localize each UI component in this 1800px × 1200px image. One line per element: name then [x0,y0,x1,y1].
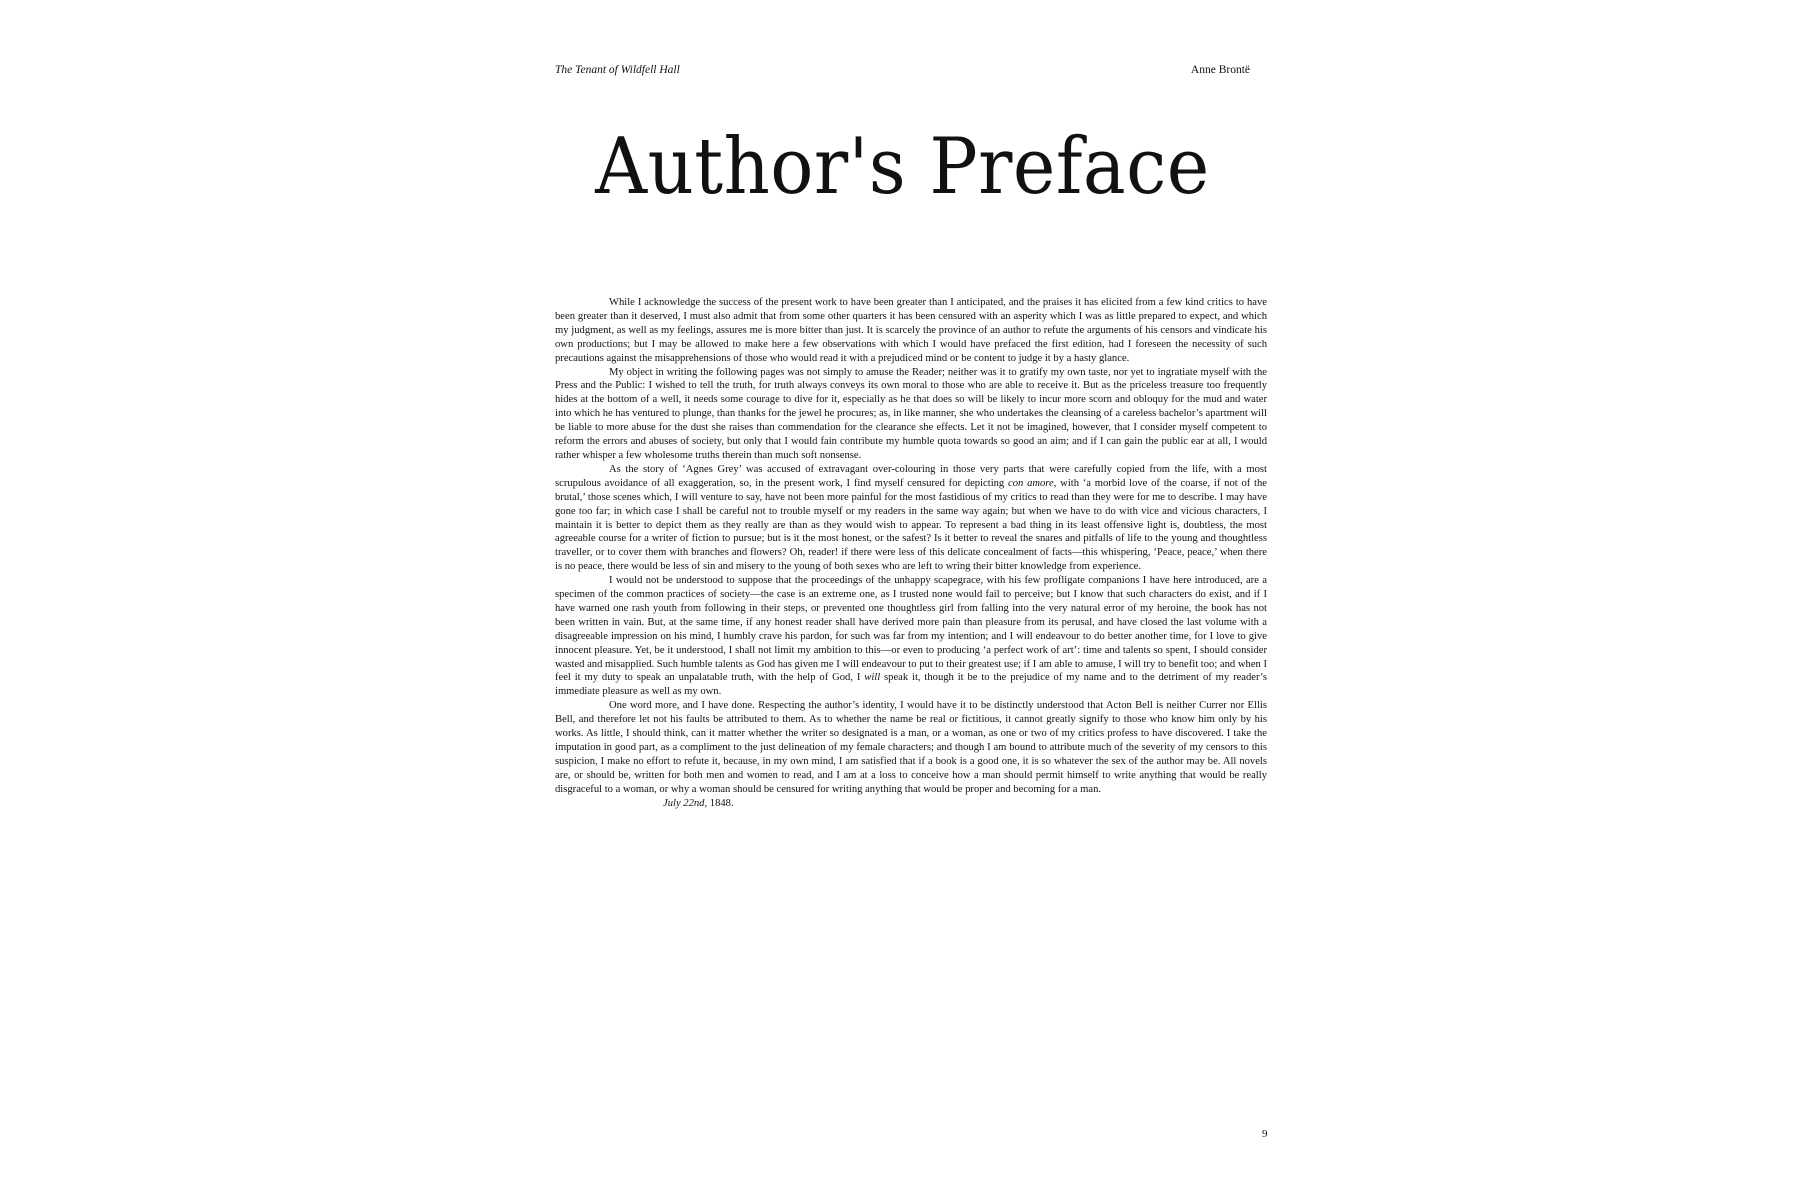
running-header [555,64,1250,76]
paragraph: My object in writing the following pages was not simply to amuse the Reader; neither was it to gratify my own taste, nor yet to ingratiate myself with the Press and the Public: I wished to tell the truth, for truth always conveys its own moral to those who are able to receive it. But as the priceless treasure too frequently hides at the bottom of a well, it needs some courage to dive for it, especially as he that does so will be likely to incur more scorn and obloquy for the mud and water into which he has ventured to plunge, than thanks for the jewel he procures; as, in like manner, she who undertakes the cleansing of a careless bachelor’s apartment will be liable to more abuse for the dust she raises than commendation for the clearance she effects. Let it not be imagined, however, that I consider myself competent to reform the errors and abuses of society, but only that I would fain contribute my humble quota towards so good an aim; and if I can gain the public ear at all, I would rather whisper a few wholesome truths therein than much soft nonsense. [555,366,1267,461]
paragraph: While I acknowledge the success of the present work to have been greater than I anticipated, and the praises it has elicited from a few kind critics to have been greater than it deserved, I must also admit that from some other quarters it has been censured with an asperity which I was as little prepared to expect, and which my judgment, as well as my feelings, assures me is more bitter than just. It is scarcely the province of an author to refute the arguments of his censors and vindicate his own productions; but I may be allowed to make here a few observations with which I would have prefaced the first edition, had I foreseen the necessity of such precautions against the misapprehensions of those who would read it with a prejudiced mind or be content to judge it by a hasty glance. [555,297,1267,364]
paragraph: One word more, and I have done. Respecting the author’s identity, I would have it to be distinctly understood that Acton Bell is neither Currer nor Ellis Bell, and therefore let not his faults be attributed to them. As to whether the name be real or fictitious, it cannot greatly signify to those who know him only by his works. As little, I should think, can it matter whether the writer so designated is a man, or a woman, as one or two of my critics profess to have discovered. I take the imputation in good part, as a compliment to the just delineation of my female characters; and though I am bound to attribute much of the severity of my censors to this suspicion, I make no effort to refute it, because, in my own mind, I am satisfied that if a book is a good one, it is so whatever the sex of the author may be. All novels are, or should be, written for both men and women to read, and I am at a loss to conceive how a man should permit himself to write anything that would be really disgraceful to a woman, or why a woman should be censured for writing anything that would be proper and becoming for a man. [555,700,1267,795]
author-name: Anne Brontë [1190,64,1250,76]
preface-body [555,296,1267,811]
paragraph: As the story of ‘Agnes Grey’ was accused of extravagant over-colouring in those very parts that were carefully copied from the life, with a most scrupulous avoidance of all exaggeration, so, in the present work, I find myself censured for depicting con amore, with ‘a morbid love of the coarse, if not of the brutal,’ those scenes which, I will venture to say, have not been more painful for the most fastidious of my critics to read than they were for me to describe. I may have gone too far; in which case I shall be careful not to trouble myself or my readers in the same way again; but when we have to do with vice and vicious characters, I maintain it is better to depict them as they really are than as they would wish to appear. To represent a bad thing in its least offensive light is, doubtless, the most agreeable course for a writer of fiction to pursue; but is it the most honest, or the safest? Is it better to reveal the snares and pitfalls of life to the young and thoughtless traveller, or to cover them with branches and flowers? Oh, reader! if there were less of this delicate concealment of facts—this whispering, ‘Peace, peace,’ when there is no peace, there would be less of sin and misery to the young of both sexes who are left to wring their bitter knowledge from experience. [555,463,1267,573]
page-title: Author's Preface [595,122,1210,212]
page-number: 9 [1262,1128,1268,1140]
signature-day: July 22nd [663,797,705,809]
signature-date [555,797,1267,811]
book-title: The Tenant of Wildfell Hall [555,64,680,76]
signature-year: , 1848. [704,797,734,809]
paragraph: I would not be understood to suppose that the proceedings of the unhappy scapegrace, with his few profligate companions I have here introduced, are a specimen of the common practices of society—the case is an extreme one, as I trusted none would fail to perceive; but I know that such characters do exist, and if I have warned one rash youth from following in their steps, or prevented one thoughtless girl from falling into the very natural error of my heroine, the book has not been written in vain. But, at the same time, if any honest reader shall have derived more pain than pleasure from its perusal, and have closed the last volume with a disagreeable impression on his mind, I humbly crave his pardon, for such was far from my intention; and I will endeavour to do better another time, for I love to give innocent pleasure. Yet, be it understood, I shall not limit my ambition to this—or even to producing ‘a perfect work of art’: time and talents so spent, I should consider wasted and misapplied. Such humble talents as God has given me I will endeavour to put to their greatest use; if I am able to amuse, I will try to benefit too; and when I feel it my duty to speak an unpalatable truth, with the help of God, I will speak it, though it be to the prejudice of my name and to the detriment of my reader’s immediate pleasure as well as my own. [555,575,1267,698]
